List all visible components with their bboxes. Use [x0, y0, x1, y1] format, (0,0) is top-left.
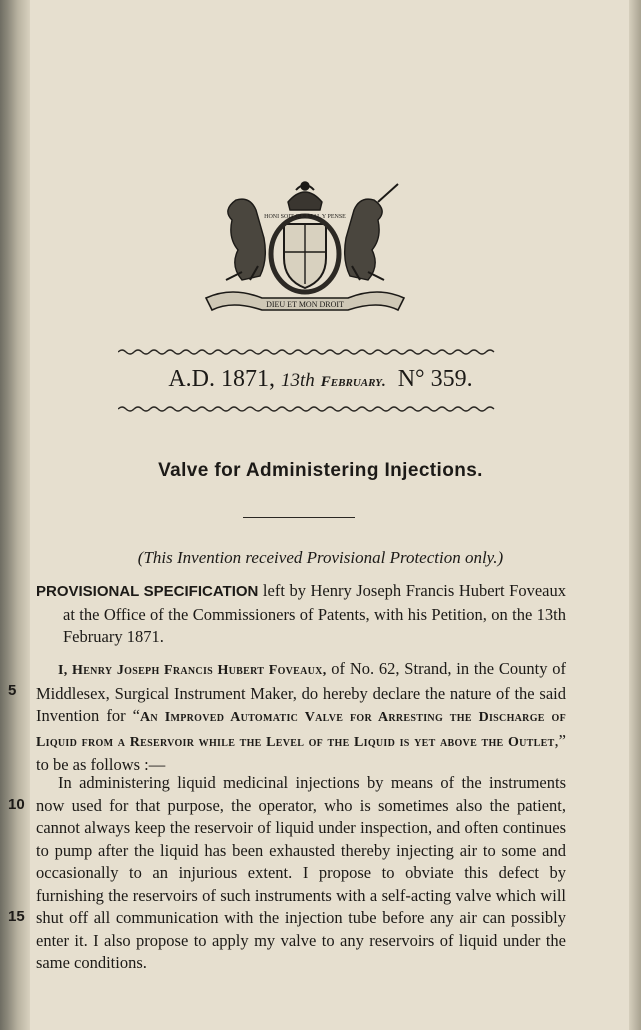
line-number-5: 5 [8, 682, 17, 699]
protection-note: (This Invention received Provisional Protection only.) [137, 548, 504, 567]
document-title: Valve for Administering Injections. [158, 460, 483, 481]
paragraph-provisional [36, 580, 566, 649]
inventor-name: I, Henry Joseph Francis Hubert Foveaux, [58, 663, 327, 678]
patent-number: N° 359. [397, 366, 473, 392]
crest-motto-ribbon: DIEU ET MON DROIT [266, 300, 344, 309]
declaration-text-1: of No. 62, Strand, in the County of Middlesex, Surgical Instrument Maker, do hereby declare the nature of the said Invention for “ [36, 659, 566, 725]
page-binding-edge [0, 0, 30, 1030]
invention-name: An Improved Automatic Valve for Arresting the Discharge of Liquid from a Reservoir while the Level of the Liquid is yet above the Outlet [36, 710, 566, 750]
crest-motto-garter: HONI SOIT QUI MAL Y PENSE [264, 214, 346, 220]
provisional-heading: PROVISIONAL SPECIFICATION [36, 583, 259, 600]
page-right-edge [629, 0, 641, 1030]
royal-coat-of-arms [202, 180, 408, 312]
decorative-wavy-rule-bottom [118, 405, 496, 413]
date-day: 13th [281, 370, 315, 391]
provisional-text: left by Henry Joseph Francis Hubert Foveaux at the Office of the Commissioners of Patents, with his Petition, on the 13th February 1871. [63, 581, 567, 646]
decorative-wavy-rule-top [118, 348, 496, 356]
line-number-10: 10 [8, 796, 25, 813]
specification-header [0, 366, 641, 393]
declaration-text-2: ,” to be as follows :— [36, 730, 566, 774]
paragraph-description [36, 772, 566, 975]
paragraph-declaration [36, 658, 566, 777]
line-number-15: 15 [8, 908, 25, 925]
ad-year: A.D. 1871, [168, 366, 276, 392]
description-text: In administering liquid medicinal injections by means of the instruments now used for that purpose, the operator, who is sometimes also the patient, cannot always keep the reservoir of liquid under inspection, and often continues to pump after the liquid has been exhausted thereby injecting air to some and occasionally to an injurious extent. I propose to obviate this defect by furnishing the reservoirs of such instruments with a self-acting valve which will shut off all communication with the injection tube before any air can possibly enter it. I also propose to apply my valve to any reservoirs of liquid under the same conditions. [36, 773, 566, 972]
title-divider [243, 517, 355, 518]
date-month: February. [320, 374, 386, 390]
